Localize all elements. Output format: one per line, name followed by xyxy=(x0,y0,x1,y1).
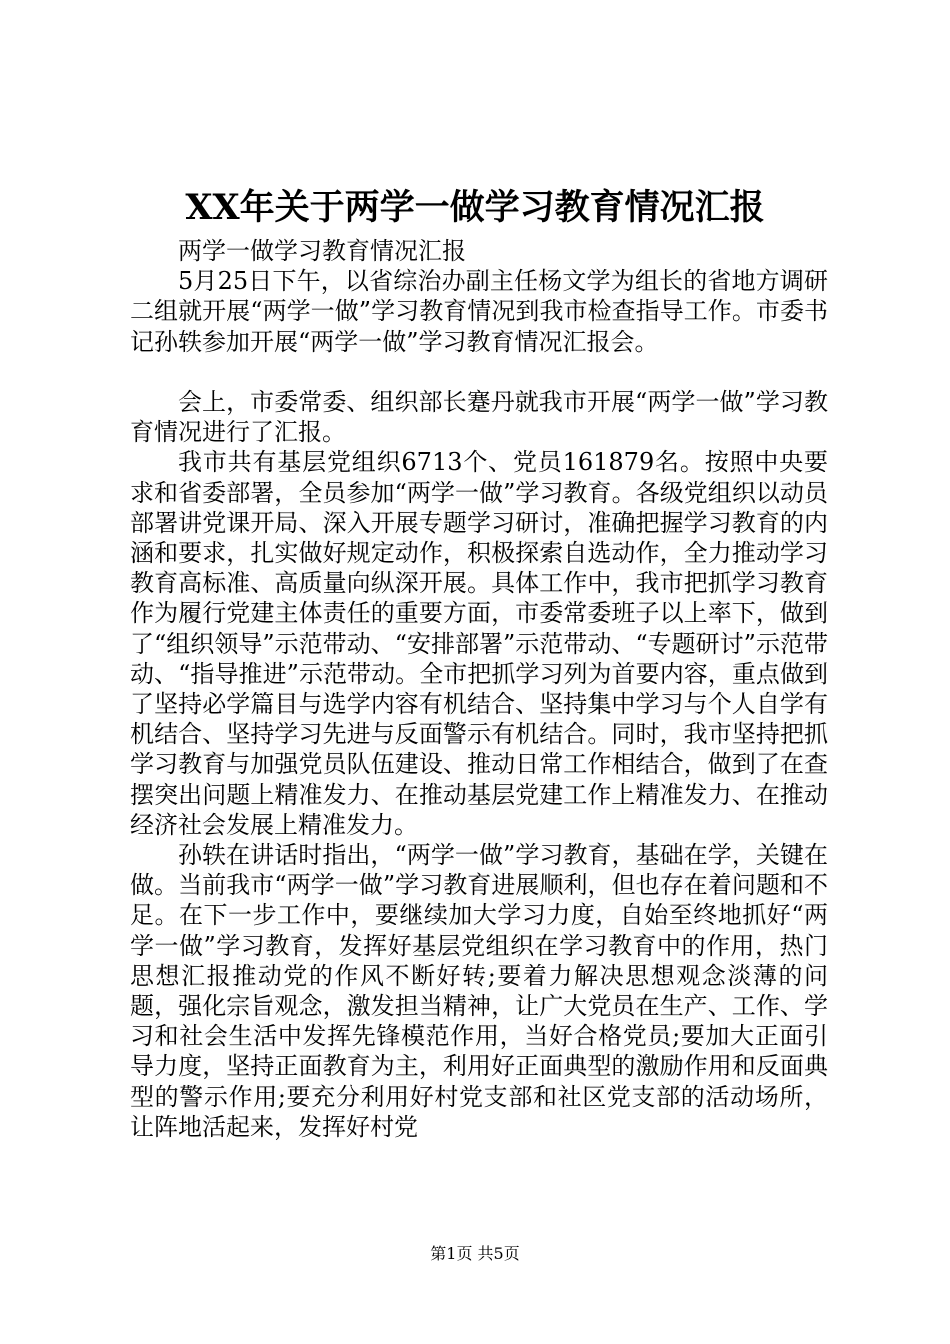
paragraph-overview: 我市共有基层党组织6713个、党员161879名。按照中央要求和省委部署，全员参加“两学一做”学习教育。各级党组织以动员部署讲党课开局、深入开展专题学习研讨，准确把握学习教育的内涵和要求，扎实做好规定动作，积极探索自选动作，全力推动学习教育高标准、高质量向纵深开展。具体工作中，我市把抓学习教育作为履行党建主体责任的重要方面，市委常委班子以上率下，做到了“组织领导”示范带动、“安排部署”示范带动、“专题研讨”示范带动、“指导推进”示范带动。全市把抓学习列为首要内容，重点做到了坚持必学篇目与选学内容有机结合、坚持集中学习与个人自学有机结合、坚持学习先进与反面警示有机结合。同时，我市坚持把抓学习教育与加强党员队伍建设、推动日常工作相结合，做到了在查摆突出问题上精准发力、在推动基层党建工作上精准发力、在推动经济社会发展上精准发力。 xyxy=(130,448,828,839)
paragraph-intro: 5月25日下午，以省综治办副主任杨文学为组长的省地方调研二组就开展“两学一做”学习教育情况到我市检查指导工作。市委书记孙轶参加开展“两学一做”学习教育情况汇报会。 xyxy=(130,267,828,356)
paragraph-subtitle: 两学一做学习教育情况汇报 xyxy=(178,237,466,265)
page-footer: 第1页 共5页 xyxy=(430,1244,520,1263)
document-body xyxy=(130,236,828,1142)
paragraph-meeting: 会上，市委常委、组织部长蹇丹就我市开展“两学一做”学习教育情况进行了汇报。 xyxy=(130,388,828,447)
paragraph-speech: 孙轶在讲话时指出，“两学一做”学习教育，基础在学，关键在做。当前我市“两学一做”学习教育进展顺利，但也存在着问题和不足。在下一步工作中，要继续加大学习力度，自始至终地抓好“两学一做”学习教育，发挥好基层党组织在学习教育中的作用，热门思想汇报推动党的作风不断好转;要着力解决思想观念淡薄的问题，强化宗旨观念，激发担当精神，让广大党员在生产、工作、学习和社会生活中发挥先锋模范作用，当好合格党员;要加大正面引导力度，坚持正面教育为主，利用好正面典型的激励作用和反面典型的警示作用;要充分利用好村党支部和社区党支部的活动场所，让阵地活起来，发挥好村党 xyxy=(130,841,828,1141)
document-title: XX年关于两学一做学习教育情况汇报 xyxy=(185,187,765,228)
blank-line xyxy=(130,357,828,387)
